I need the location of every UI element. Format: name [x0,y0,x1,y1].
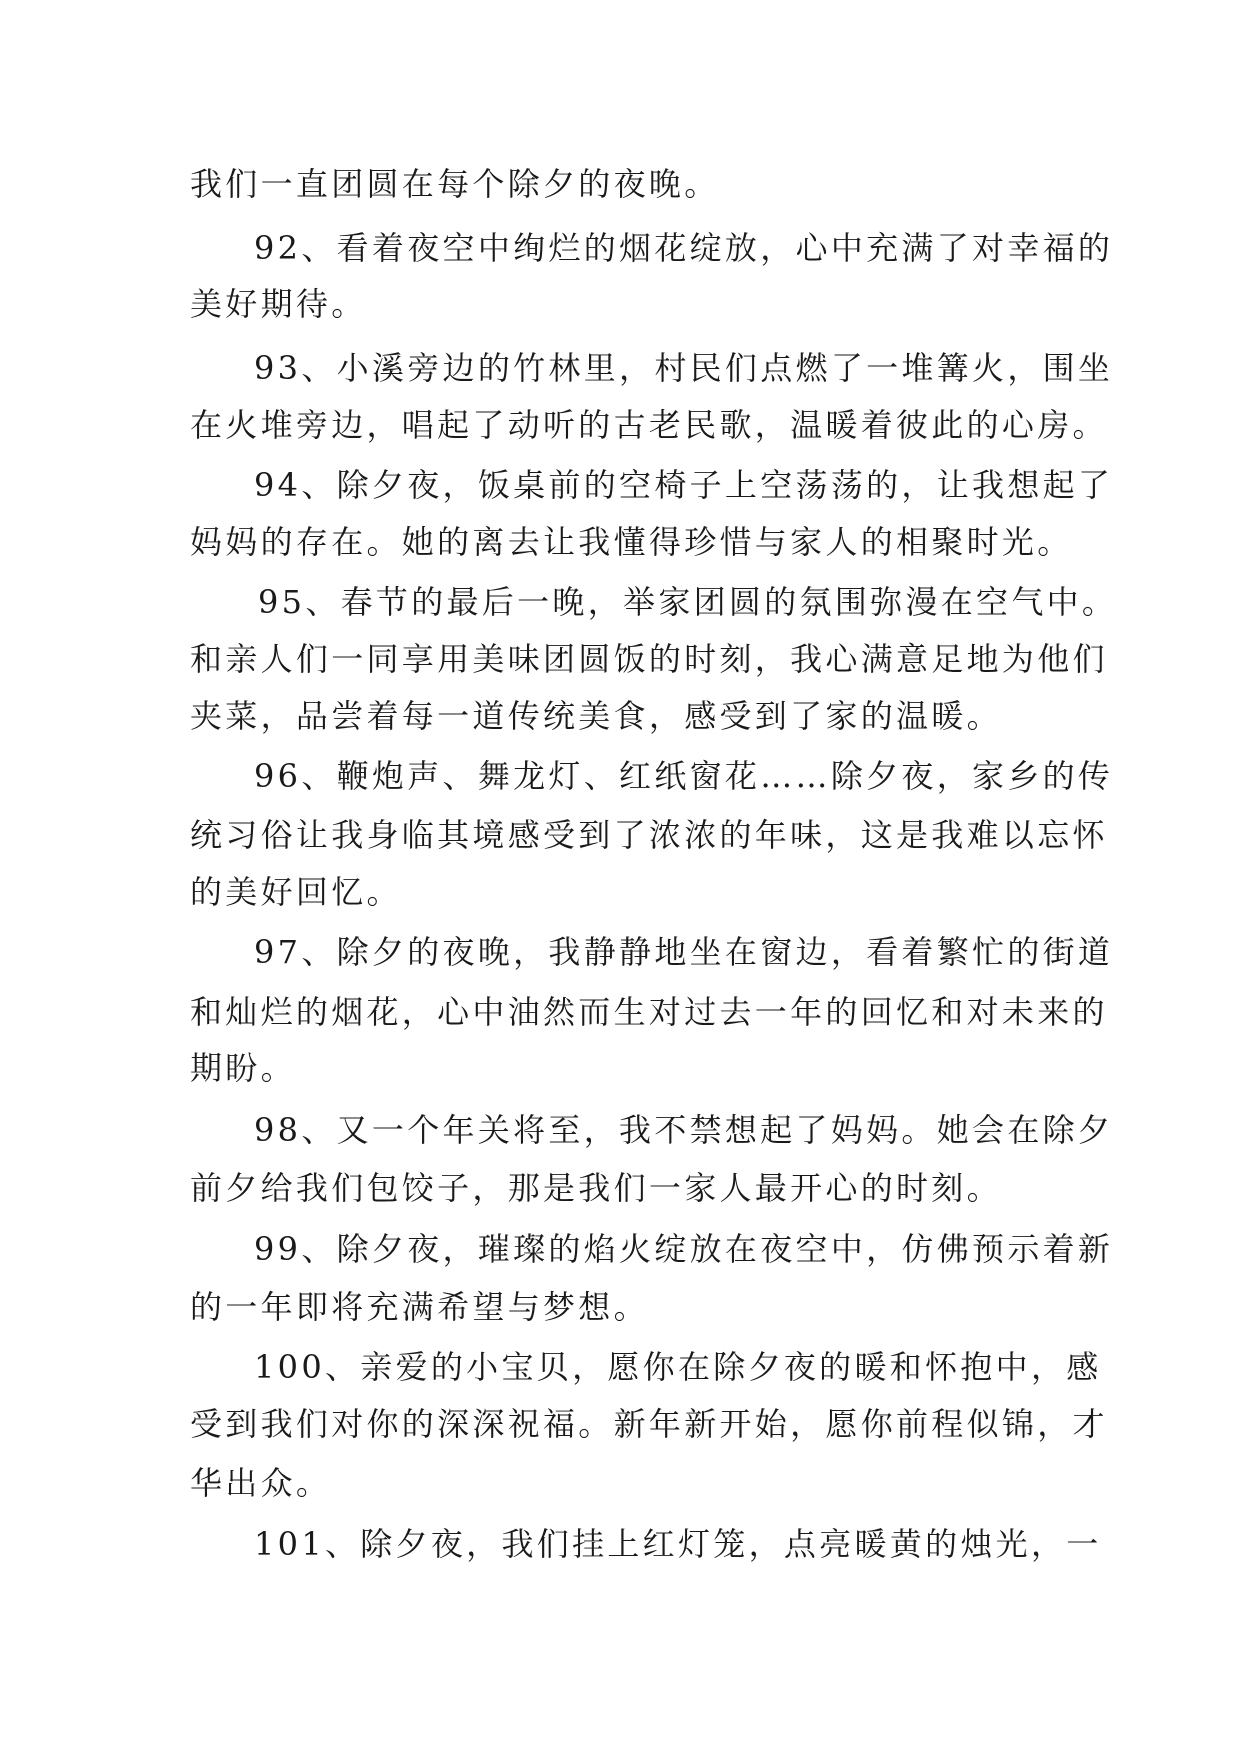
text-line: 美好期待。 [190,285,367,323]
text-line: 前夕给我们包饺子，那是我们一家人最开心的时刻。 [190,1169,1002,1207]
text-line: 93、小溪旁边的竹林里，村民们点燃了一堆篝火，围坐 [254,349,1114,387]
text-line: 统习俗让我身临其境感受到了浓浓的年味，这是我难以忘怀 [190,816,1108,854]
text-line: 和灿烂的烟花，心中油然而生对过去一年的回忆和对未来的 [190,993,1108,1031]
text-line: 98、又一个年关将至，我不禁想起了妈妈。她会在除夕 [254,1111,1114,1149]
text-line: 96、鞭炮声、舞龙灯、红纸窗花……除夕夜，家乡的传 [254,757,1114,795]
text-line: 和亲人们一同享用美味团圆饭的时刻，我心满意足地为他们 [190,640,1108,678]
text-line: 95、春节的最后一晚，举家团圆的氛围弥漫在空气中。 [258,583,1118,621]
text-line: 妈妈的存在。她的离去让我懂得珍惜与家人的相聚时光。 [190,523,1073,561]
text-line: 的一年即将充满希望与梦想。 [190,1288,649,1326]
text-line: 100、亲爱的小宝贝，愿你在除夕夜的暖和怀抱中，感 [254,1348,1102,1386]
text-line: 97、除夕的夜晚，我静静地坐在窗边，看着繁忙的街道 [254,933,1114,971]
text-line: 华出众。 [190,1464,332,1502]
text-line: 在火堆旁边，唱起了动听的古老民歌，温暖着彼此的心房。 [190,406,1108,444]
text-line: 94、除夕夜，饭桌前的空椅子上空荡荡的，让我想起了 [254,466,1114,504]
text-line: 101、除夕夜，我们挂上红灯笼，点亮暖黄的烛光，一 [254,1525,1102,1563]
text-line: 92、看着夜空中绚烂的烟花绽放，心中充满了对幸福的 [254,229,1114,267]
text-line: 99、除夕夜，璀璨的焰火绽放在夜空中，仿佛预示着新 [254,1230,1114,1268]
text-line: 我们一直团圆在每个除夕的夜晚。 [190,165,720,203]
text-line: 受到我们对你的深深祝福。新年新开始，愿你前程似锦，才 [190,1405,1108,1443]
text-line: 夹菜，品尝着每一道传统美食，感受到了家的温暖。 [190,697,1002,735]
text-line: 的美好回忆。 [190,873,402,911]
text-line: 期盼。 [190,1049,296,1087]
